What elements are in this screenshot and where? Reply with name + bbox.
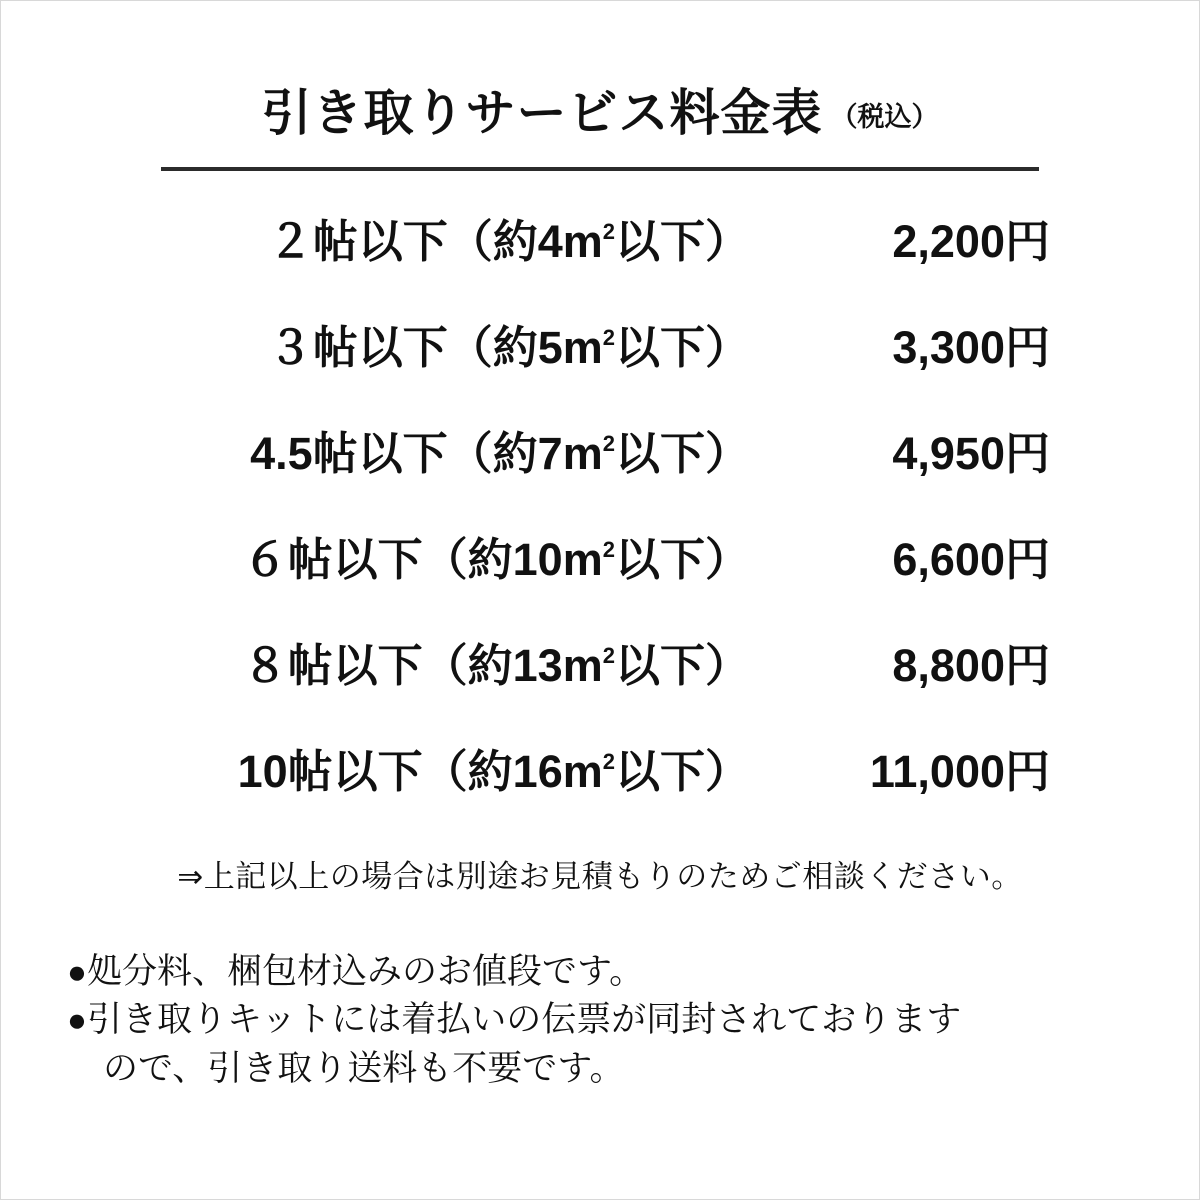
table-row xyxy=(150,417,1050,523)
bullet-marker: ● xyxy=(67,953,87,990)
table-row xyxy=(150,629,1050,735)
table-row-label: 10帖以下（約$16m^2$以下） xyxy=(237,746,750,797)
quote-note: ⇒上記以上の場合は別途お見積もりのためご相談ください。 xyxy=(177,859,1023,894)
list-item-continuation: ので、引き取り送料も不要です。 xyxy=(103,1048,625,1088)
square-meter-superscript: 2 xyxy=(602,643,615,668)
table-row xyxy=(150,205,1050,311)
table-row-label: 4.5帖以下（約$7m^2$以下） xyxy=(250,428,750,479)
table-row xyxy=(150,735,1050,841)
page-title-main: 引き取りサービス料金表 xyxy=(261,85,823,141)
list-item-text: 処分料、梱包材込みのお値段です。 xyxy=(86,952,645,991)
page-title xyxy=(1,73,1199,145)
list-item xyxy=(67,948,1157,996)
list-item xyxy=(67,996,1157,1044)
page-title-tax-note: （税込） xyxy=(830,102,939,132)
table-row-price: 2,200円 xyxy=(892,216,1050,267)
table-row-label: ２帖以下（約$4m^2$以下） xyxy=(267,216,750,267)
table-row-label: ３帖以下（約$5m^2$以下） xyxy=(267,322,750,373)
table-row-price: 11,000円 xyxy=(869,746,1050,797)
title-divider xyxy=(161,167,1039,171)
table-row xyxy=(150,523,1050,629)
square-meter-superscript: 2 xyxy=(602,431,615,456)
table-row-price: 3,300円 xyxy=(892,322,1050,373)
square-meter-superscript: 2 xyxy=(602,749,615,774)
notes-list xyxy=(67,948,1157,1093)
list-item-text: 引き取りキットには着払いの伝票が同封されております xyxy=(86,1000,962,1040)
table-row-label: ８帖以下（約$13m^2$以下） xyxy=(242,640,750,691)
table-row xyxy=(150,311,1050,417)
square-meter-superscript: 2 xyxy=(602,537,615,562)
square-meter-superscript: 2 xyxy=(602,219,615,244)
table-row-price: 4,950円 xyxy=(892,428,1050,479)
square-meter-superscript: 2 xyxy=(602,325,615,350)
table-row-price: 8,800円 xyxy=(892,640,1050,691)
bullet-marker: ● xyxy=(67,1001,87,1039)
table-row-label: ６帖以下（約$10m^2$以下） xyxy=(242,534,750,585)
price-table xyxy=(150,205,1050,841)
table-row-price: 6,600円 xyxy=(892,534,1050,585)
